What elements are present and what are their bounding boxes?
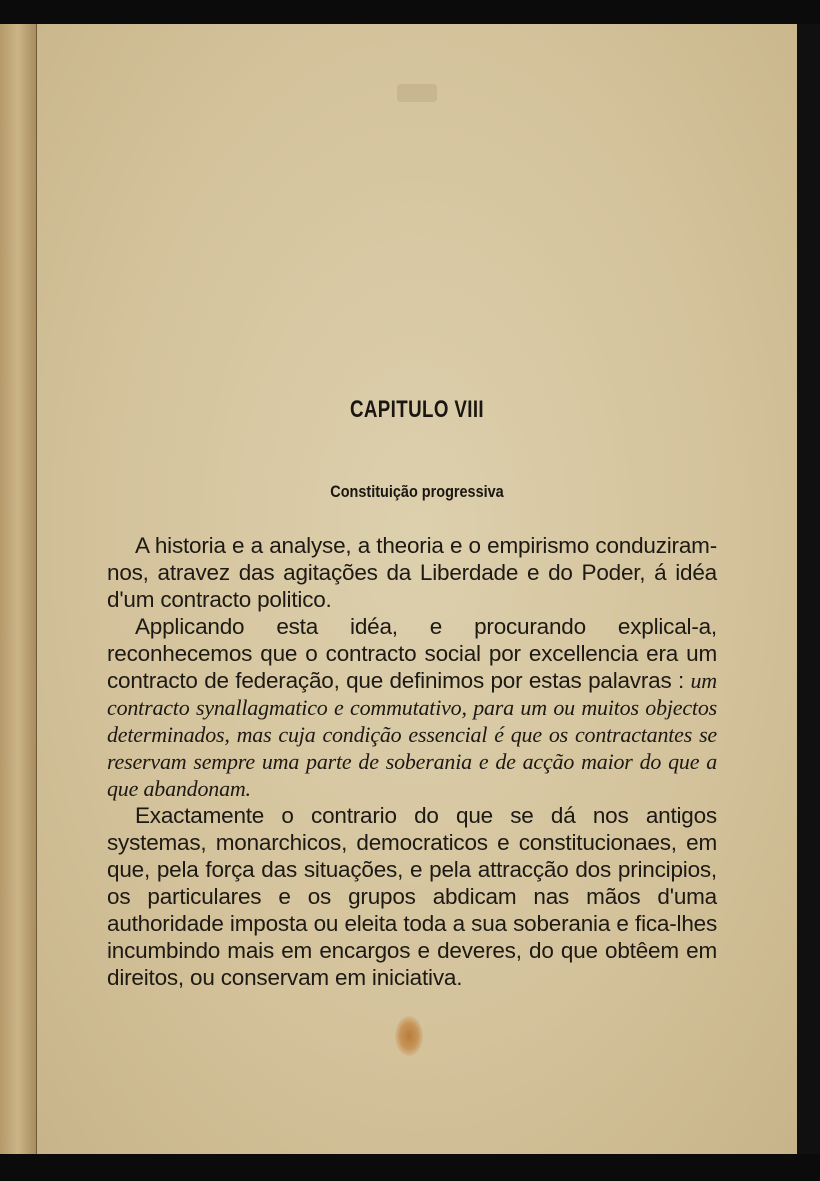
scan-border bbox=[797, 24, 820, 1154]
paragraph-2-text: Applicando esta idéa, e procurando explical-a, reconhecemos que o contracto social por excellencia era um contracto de federação, que definimos por estas palavras : bbox=[107, 614, 717, 693]
paragraph-2-definition: um contracto synallagmatico e commutativo, para um ou muitos objectos determinados, mas cuja condição essencial é que os contractantes se reservam sempre uma parte de soberania e de acção maior do que a que abandonam. bbox=[107, 668, 717, 801]
facing-page-edge bbox=[0, 24, 37, 1154]
paragraph-2 bbox=[107, 613, 717, 802]
paper-stain bbox=[395, 1016, 423, 1056]
paragraph-1: A historia e a analyse, a theoria e o empirismo conduziram-nos, atravez das agitações da Liberdade e do Poder, á idéa d'um contracto politico. bbox=[107, 533, 717, 612]
book-page bbox=[37, 24, 797, 1154]
chapter-title: CAPITULO VIII bbox=[349, 396, 485, 423]
section-title: Constituição progressiva bbox=[330, 482, 504, 501]
show-through-page-number bbox=[397, 84, 437, 102]
body-text bbox=[107, 532, 717, 991]
paragraph-3: Exactamente o contrario do que se dá nos antigos systemas, monarchicos, democraticos e constitucionaes, em que, pela força das situações, e pela attracção dos principios, os particulares e os grupos abdicam nas mãos d'uma authoridade imposta ou eleita toda a sua soberania e fica-lhes incumbindo mais em encargos e deveres, do que obtêem em direitos, ou conservam em iniciativa. bbox=[107, 803, 717, 990]
